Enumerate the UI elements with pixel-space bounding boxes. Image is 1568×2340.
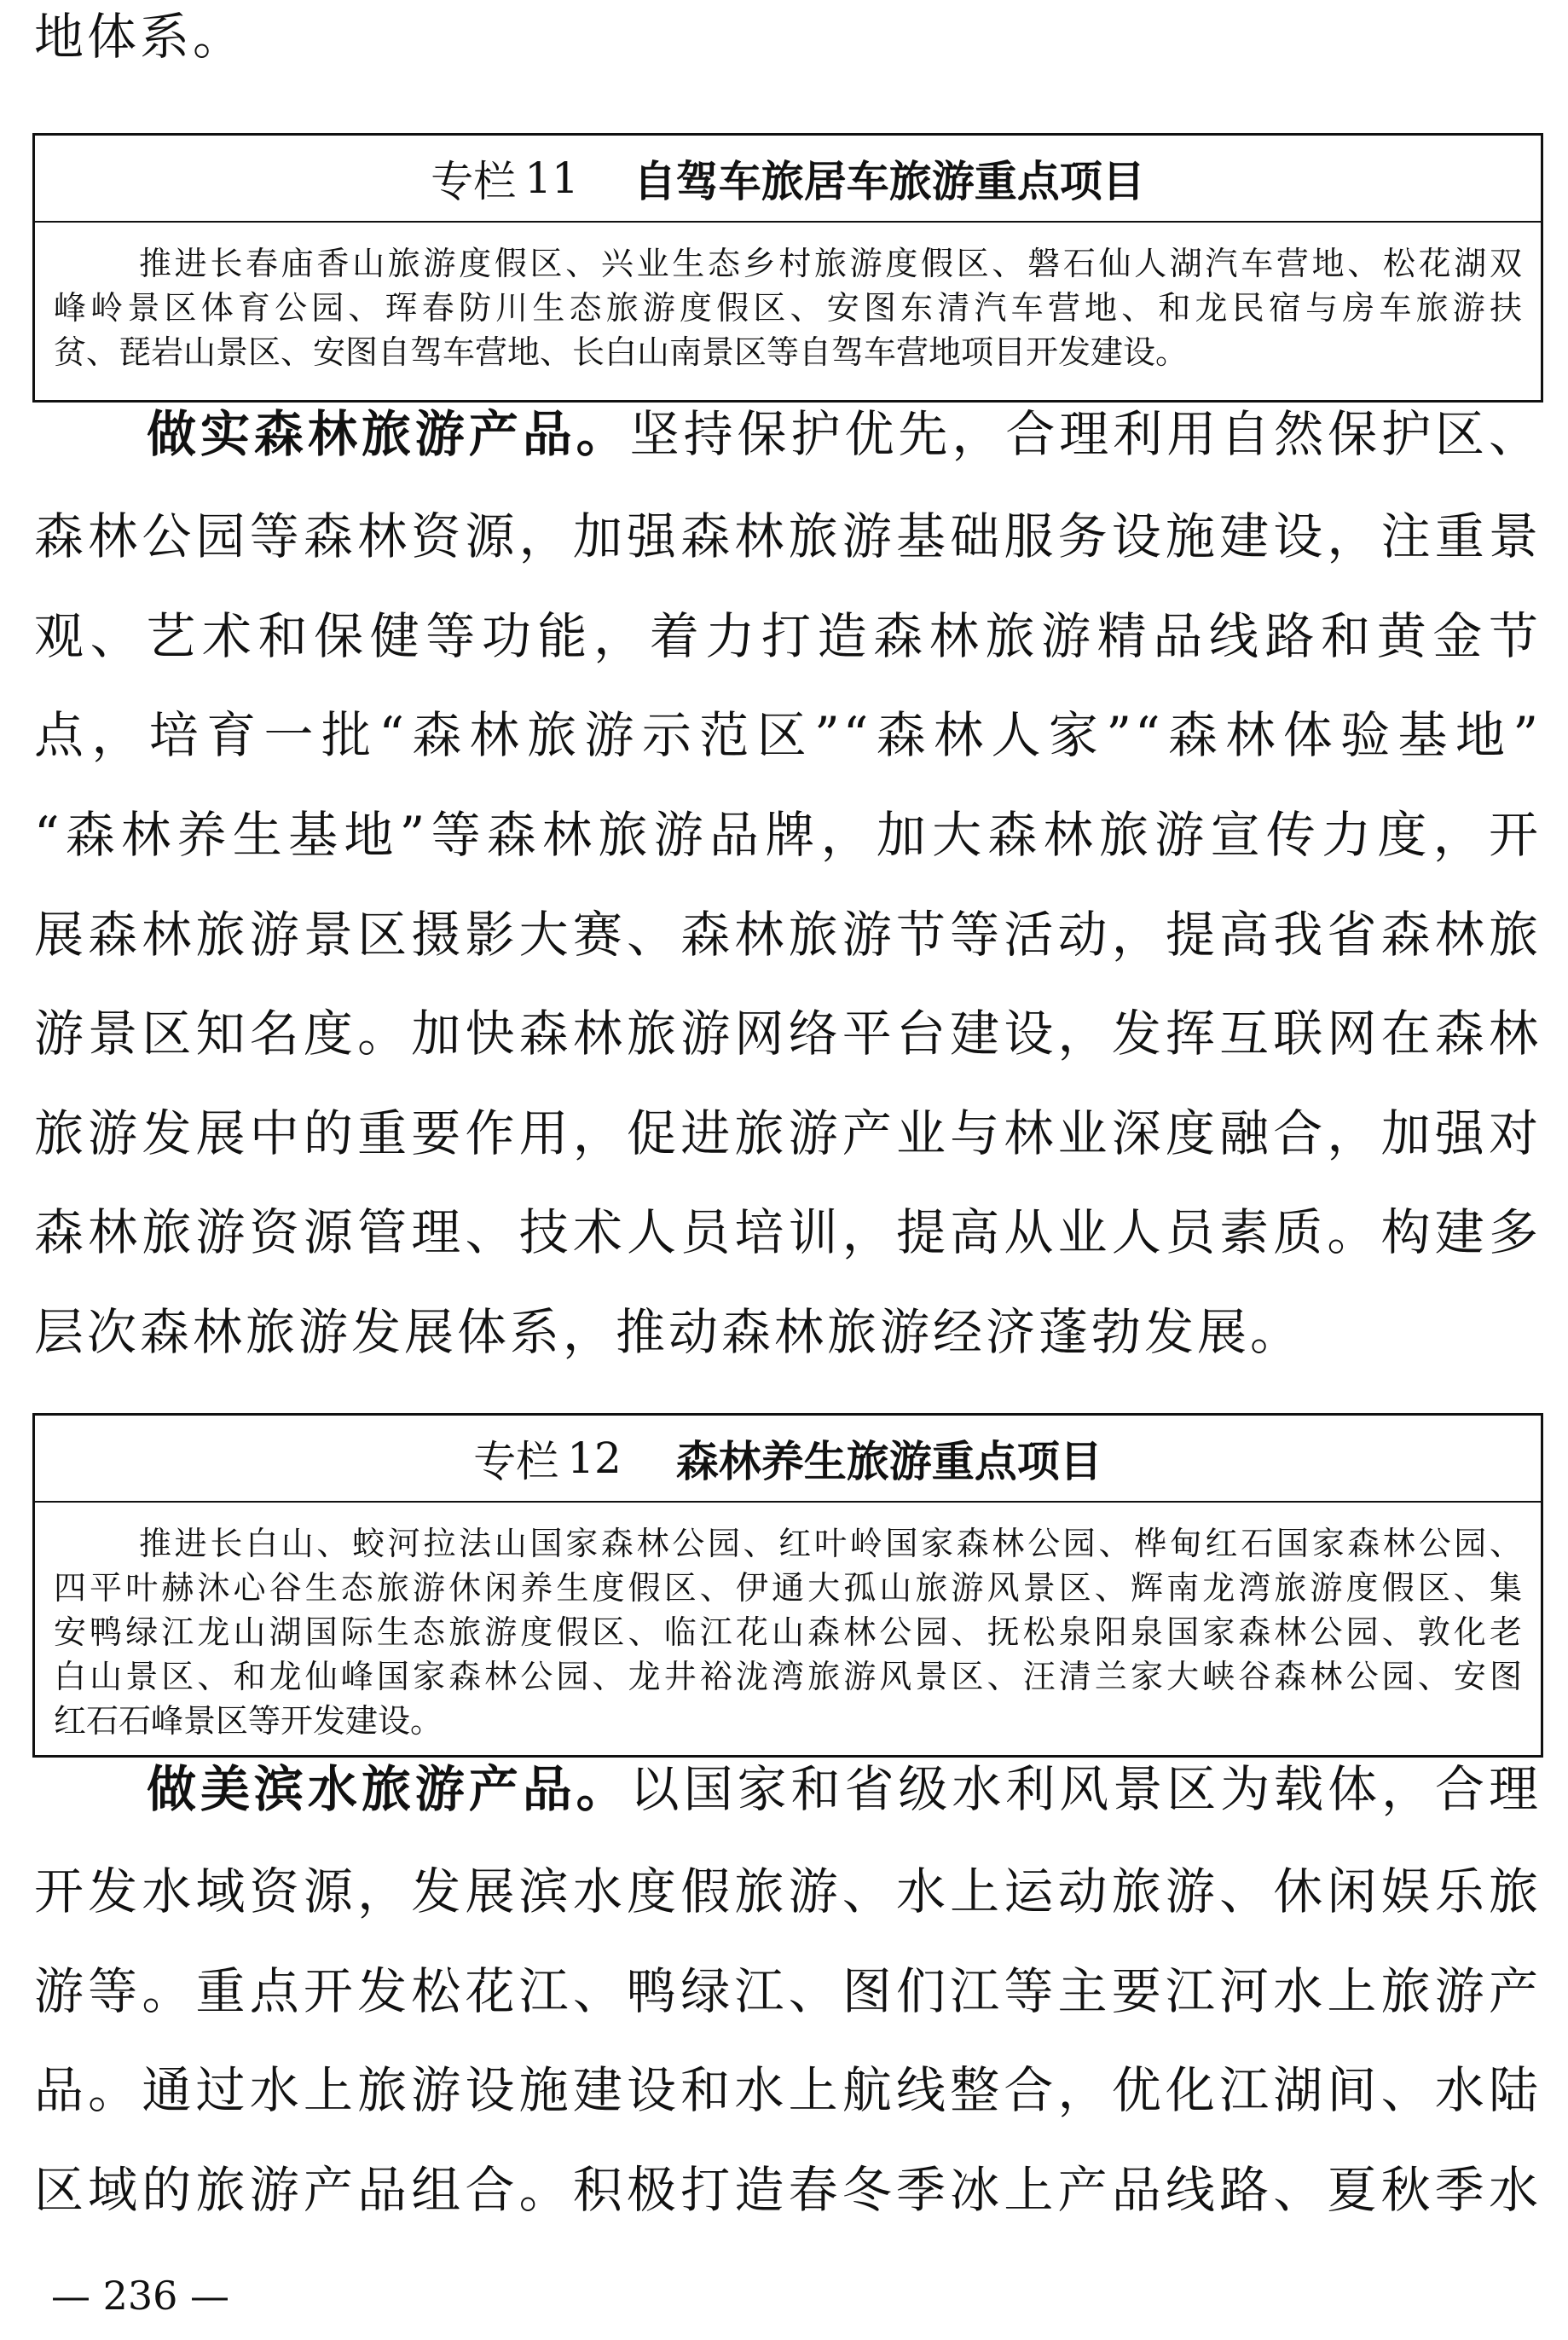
box-line: 红石石峰景区等开发建设。 [54,1702,443,1740]
text-line: 区域的旅游产品组合。积极打造春冬季冰上产品线路、夏秋季水 [34,2161,1542,2219]
box-label: 专栏 [473,1437,559,1486]
box-number: 12 [567,1434,622,1483]
paragraph-lead-line [147,1759,1542,1819]
page-number: — 236 — [51,2273,230,2319]
box-number: 11 [524,153,579,203]
text-line: “森林养生基地”等森林旅游品牌，加大森林旅游宣传力度，开 [34,806,1542,864]
box-body [35,1503,1541,1743]
text-line: 森林公园等森林资源，加强森林旅游基础服务设施建设，注重景 [34,507,1542,565]
text-line: 展森林旅游景区摄影大赛、森林旅游节等活动，提高我省森林旅 [34,906,1542,964]
text-line: 开发水域资源，发展滨水度假旅游、水上运动旅游、休闲娱乐旅 [34,1862,1542,1920]
box-line: 四平叶赫沐心谷生态旅游休闲养生度假区、伊通大孤山旅游风景区、辉南龙湾旅游度假区、集 [54,1569,1522,1607]
paragraph-text: 坚持保护优先，合理利用自然保护区、 [629,405,1542,463]
text-line: 观、艺术和保健等功能，着力打造森林旅游精品线路和黄金节 [34,607,1542,665]
box-line: 白山景区、和龙仙峰国家森林公园、龙井裕泷湾旅游风景区、汪清兰家大峡谷森林公园、安图 [54,1658,1522,1695]
box-heading: 自驾车旅居车旅游重点项目 [633,157,1145,206]
paragraph-lead: 做美滨水旅游产品。 [147,1760,630,1818]
box-heading: 森林养生旅游重点项目 [675,1437,1102,1486]
text-line: 旅游发展中的重要作用，促进旅游产业与林业深度融合，加强对 [34,1104,1542,1162]
sidebar-box-12 [32,1413,1543,1758]
text-line: 森林旅游资源管理、技术人员培训，提高从业人员素质。构建多 [34,1203,1542,1261]
box-label: 专栏 [431,157,517,206]
box-line: 贫、琵岩山景区、安图自驾车营地、长白山南景区等自驾车营地项目开发建设。 [54,333,1189,371]
paragraph-text: 以国家和省级水利风景区为载体，合理 [629,1760,1542,1818]
box-body [35,223,1541,374]
box-title [35,136,1541,223]
text-line: 层次森林旅游发展体系，推动森林旅游经济蓬勃发展。 [34,1303,1304,1361]
paragraph-lead-line [147,404,1542,464]
box-line: 推进长春庙香山旅游度假区、兴业生态乡村旅游度假区、磐石仙人湖汽车营地、松花湖双 [139,245,1522,282]
box-title [35,1416,1541,1503]
box-line: 峰岭景区体育公园、珲春防川生态旅游度假区、安图东清汽车营地、和龙民宿与房车旅游扶 [54,289,1522,327]
text-line: 游等。重点开发松花江、鸭绿江、图们江等主要江河水上旅游产 [34,1962,1542,2020]
text-line: 品。通过水上旅游设施建设和水上航线整合，优化江湖间、水陆 [34,2061,1542,2119]
sidebar-box-11 [32,133,1543,403]
box-line: 安鸭绿江龙山湖国际生态旅游度假区、临江花山森林公园、抚松泉阳泉国家森林公园、敦化老 [54,1613,1522,1651]
paragraph-lead: 做实森林旅游产品。 [147,405,630,463]
text-line: 地体系。 [34,8,246,66]
text-line: 点，培育一批“森林旅游示范区”“森林人家”“森林体验基地” [34,706,1542,764]
text-line: 游景区知名度。加快森林旅游网络平台建设，发挥互联网在森林 [34,1005,1542,1063]
box-line: 推进长白山、蛟河拉法山国家森林公园、红叶岭国家森林公园、桦甸红石国家森林公园、 [139,1525,1522,1562]
